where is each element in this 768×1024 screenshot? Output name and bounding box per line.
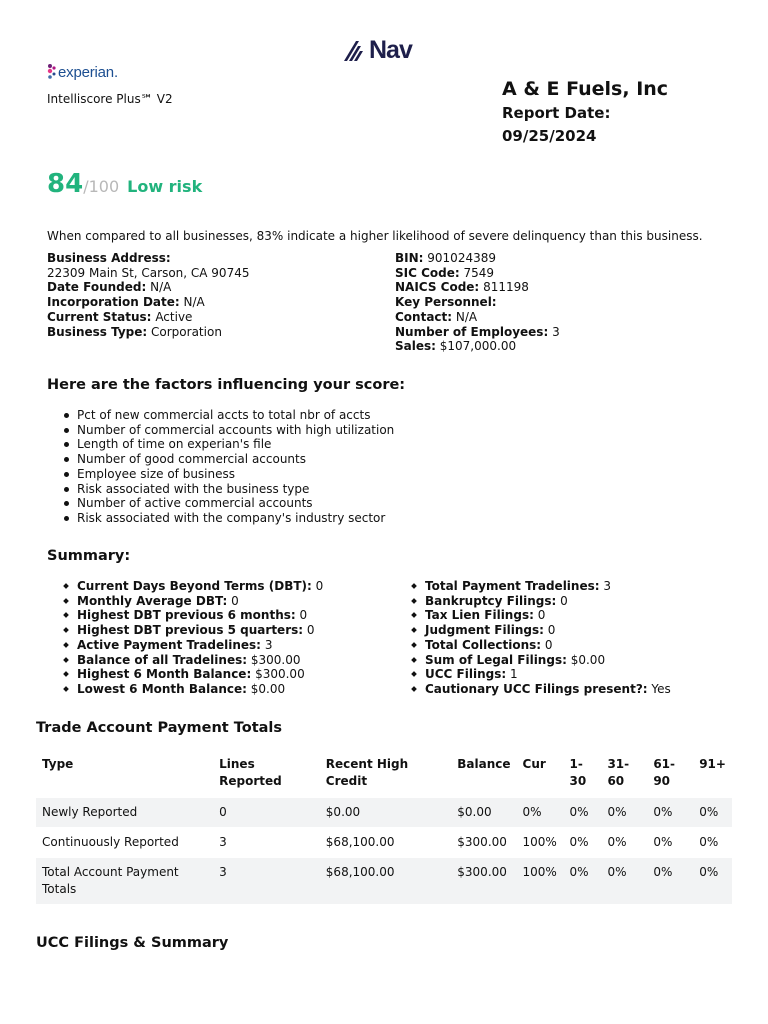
list-item: Total Payment Tradelines: 3 bbox=[395, 579, 735, 594]
business-info-right bbox=[395, 251, 560, 354]
score-value: 84 bbox=[47, 169, 84, 199]
nav-logo bbox=[344, 36, 424, 64]
summary-list-right bbox=[395, 579, 735, 697]
table-cell: 0% bbox=[653, 835, 673, 849]
info-row: Sales: $107,000.00 bbox=[395, 339, 517, 354]
info-row: Business Address: bbox=[47, 251, 171, 265]
factors-heading: Here are the factors influencing your score: bbox=[47, 377, 406, 393]
table-cell: 0% bbox=[699, 835, 719, 849]
score-max: /100 bbox=[83, 177, 120, 196]
list-item: Active Payment Tradelines: 3 bbox=[47, 638, 387, 653]
table-row bbox=[36, 858, 732, 905]
comparison-text: When compared to all businesses, 83% indicate a higher likelihood of severe delinquency than this business. bbox=[47, 229, 703, 243]
table-cell: 0% bbox=[569, 835, 589, 849]
score-risk-label: Low risk bbox=[127, 177, 203, 196]
ucc-heading: UCC Filings & Summary bbox=[36, 935, 229, 951]
table-cell: 0% bbox=[607, 835, 627, 849]
factors-list bbox=[47, 408, 647, 526]
table-header-row bbox=[36, 750, 732, 798]
table-cell: 0% bbox=[607, 865, 627, 879]
report-date-label: Report Date: bbox=[502, 104, 611, 122]
info-row: Business Type: Corporation bbox=[47, 324, 222, 339]
list-item: Monthly Average DBT: 0 bbox=[47, 594, 387, 609]
summary-heading: Summary: bbox=[47, 548, 131, 564]
company-name: A & E Fuels, Inc bbox=[502, 78, 669, 100]
table-cell: Continuously Reported bbox=[42, 835, 179, 849]
table-cell: 0% bbox=[653, 805, 673, 819]
info-row: Incorporation Date: N/A bbox=[47, 295, 205, 310]
table-row bbox=[36, 798, 732, 828]
list-item: Sum of Legal Filings: $0.00 bbox=[395, 653, 735, 668]
trade-totals-heading: Trade Account Payment Totals bbox=[36, 720, 283, 736]
table-cell: 0% bbox=[522, 805, 542, 819]
list-item: Current Days Beyond Terms (DBT): 0 bbox=[47, 579, 387, 594]
table-cell: 3 bbox=[219, 835, 227, 849]
list-item: Lowest 6 Month Balance: $0.00 bbox=[47, 682, 387, 697]
table-cell: 100% bbox=[522, 865, 557, 879]
info-row: BIN: 901024389 bbox=[395, 251, 496, 265]
list-item: Highest DBT previous 5 quarters: 0 bbox=[47, 623, 387, 638]
info-row: Current Status: Active bbox=[47, 309, 193, 324]
experian-dots-icon bbox=[47, 63, 57, 81]
column-header: 31- 60 bbox=[607, 757, 630, 788]
table-cell: $0.00 bbox=[325, 805, 361, 819]
list-item: Number of active commercial accounts bbox=[47, 496, 647, 511]
table-cell: $0.00 bbox=[457, 805, 492, 819]
list-item: Number of good commercial accounts bbox=[47, 452, 647, 467]
list-item: Employee size of business bbox=[47, 467, 647, 482]
table-cell: 0% bbox=[653, 865, 673, 879]
table-cell: Newly Reported bbox=[42, 805, 138, 819]
table-cell: $68,100.00 bbox=[325, 835, 395, 849]
info-row: Contact: N/A bbox=[395, 309, 478, 324]
column-header: 1- 30 bbox=[569, 757, 587, 788]
report-date: 09/25/2024 bbox=[502, 127, 597, 145]
table-cell: 0% bbox=[699, 805, 719, 819]
summary-list-left bbox=[47, 579, 387, 697]
list-item: Bankruptcy Filings: 0 bbox=[395, 594, 735, 609]
table-cell: 3 bbox=[219, 865, 227, 879]
list-item: Tax Lien Filings: 0 bbox=[395, 608, 735, 623]
nav-logo-text: Nav bbox=[369, 35, 412, 64]
experian-logo-text: experian. bbox=[58, 63, 118, 81]
info-row: Number of Employees: 3 bbox=[395, 324, 560, 339]
table-cell: $68,100.00 bbox=[325, 865, 395, 879]
column-header: 91+ bbox=[699, 757, 726, 771]
list-item: Pct of new commercial accts to total nbr of accts bbox=[47, 408, 647, 423]
table-cell: 0% bbox=[569, 805, 589, 819]
list-item: Number of commercial accounts with high utilization bbox=[47, 423, 647, 438]
table-cell: 100% bbox=[522, 835, 557, 849]
nav-logo-mark bbox=[344, 39, 368, 61]
column-header: Balance bbox=[457, 757, 511, 771]
list-item: Highest 6 Month Balance: $300.00 bbox=[47, 667, 387, 682]
table-cell: $300.00 bbox=[457, 835, 507, 849]
table-cell: 0% bbox=[569, 865, 589, 879]
list-item: Risk associated with the company's industry sector bbox=[47, 511, 647, 526]
list-item: Judgment Filings: 0 bbox=[395, 623, 735, 638]
table-cell: 0% bbox=[607, 805, 627, 819]
column-header: Lines Reported bbox=[219, 757, 282, 788]
column-header: Recent High Credit bbox=[325, 757, 409, 788]
trade-totals-table bbox=[36, 750, 732, 905]
table-cell: 0% bbox=[699, 865, 719, 879]
column-header: Type bbox=[42, 757, 74, 771]
info-row: 22309 Main St, Carson, CA 90745 bbox=[47, 265, 250, 280]
product-name: Intelliscore Plus℠ V2 bbox=[47, 92, 173, 106]
table-cell: Total Account Payment Totals bbox=[42, 865, 179, 896]
list-item: Total Collections: 0 bbox=[395, 638, 735, 653]
info-row: Key Personnel: bbox=[395, 295, 497, 310]
business-info-left bbox=[47, 251, 249, 339]
score bbox=[47, 169, 202, 199]
experian-logo bbox=[47, 63, 118, 81]
info-row: SIC Code: 7549 bbox=[395, 265, 495, 280]
list-item: UCC Filings: 1 bbox=[395, 667, 735, 682]
list-item: Length of time on experian's file bbox=[47, 437, 647, 452]
list-item: Highest DBT previous 6 months: 0 bbox=[47, 608, 387, 623]
info-row: Date Founded: N/A bbox=[47, 280, 172, 295]
list-item: Balance of all Tradelines: $300.00 bbox=[47, 653, 387, 668]
list-item: Cautionary UCC Filings present?: Yes bbox=[395, 682, 735, 697]
info-row: NAICS Code: 811198 bbox=[395, 280, 529, 295]
table-cell: $300.00 bbox=[457, 865, 507, 879]
table-cell: 0 bbox=[219, 805, 227, 819]
column-header: Cur bbox=[522, 757, 546, 771]
table-row bbox=[36, 828, 732, 858]
column-header: 61- 90 bbox=[653, 757, 675, 788]
list-item: Risk associated with the business type bbox=[47, 482, 647, 497]
